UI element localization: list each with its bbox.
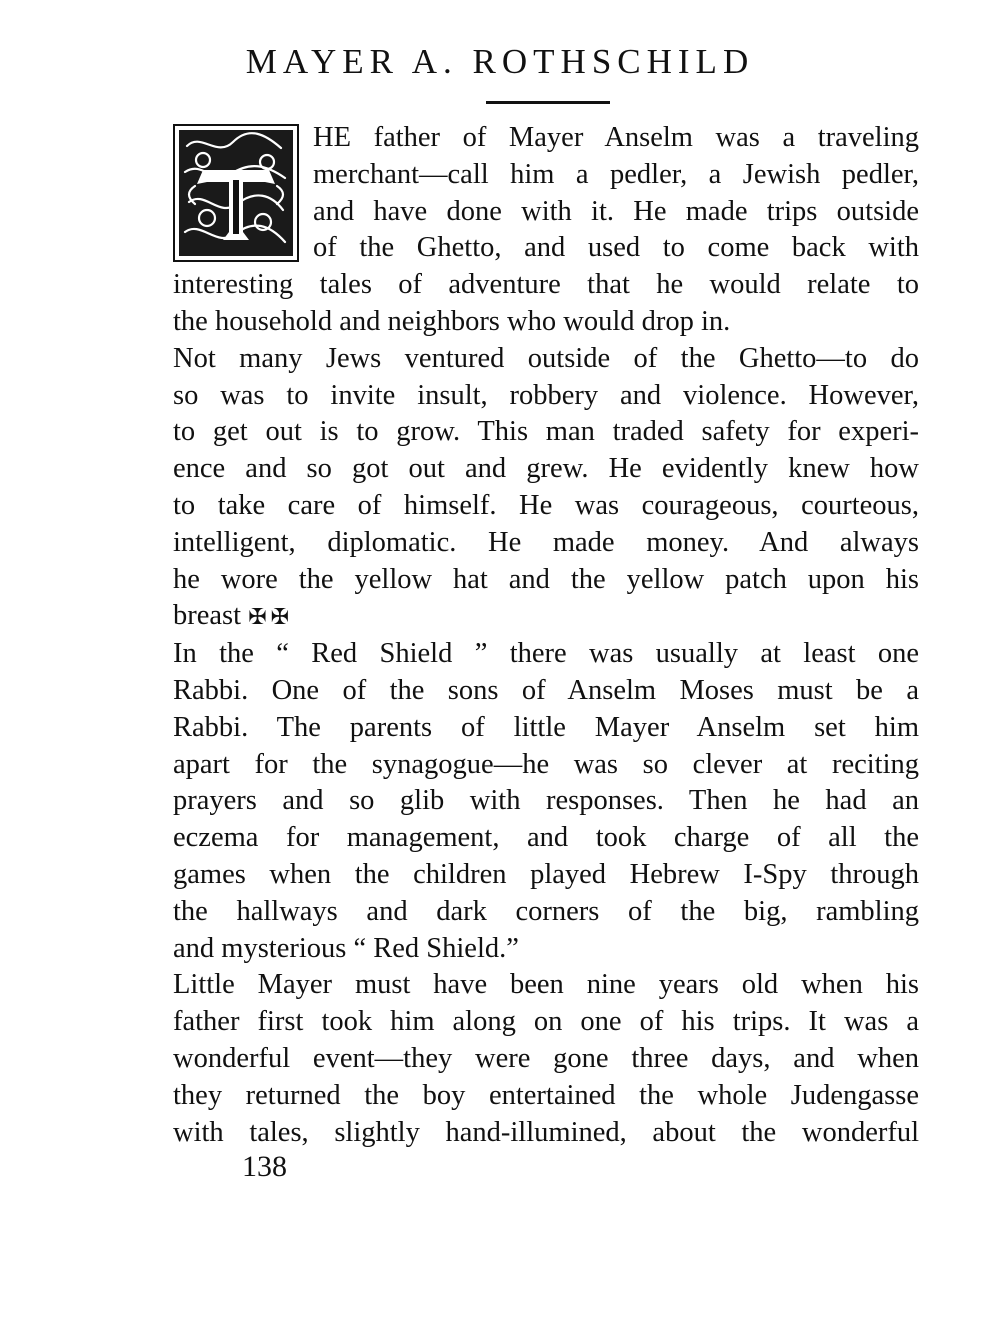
running-head: MAYER A. ROTHSCHILD xyxy=(245,42,755,81)
paragraph-2 xyxy=(173,341,919,636)
text-line: eczema for management, and took charge of all the xyxy=(173,822,919,854)
text-line: merchant—call him a pedler, a Jewish pedler, xyxy=(313,158,919,190)
text-line: the hallways and dark corners of the big, rambling xyxy=(173,895,919,927)
text-line: Little Mayer must have been nine years old when his xyxy=(173,969,919,1001)
page-number: 138 xyxy=(242,1150,287,1183)
text-line: ence and so got out and grew. He evidently knew how xyxy=(173,453,919,485)
text-line: of the Ghetto, and used to come back with xyxy=(313,232,919,264)
text-line: Rabbi. One of the sons of Anselm Moses must be a xyxy=(173,674,919,706)
paragraph-ornament-icon: ✠ xyxy=(270,604,294,630)
text-line: HE father of Mayer Anselm was a traveling xyxy=(313,122,919,153)
text-line: with tales, slightly hand-illumined, about the wonderful xyxy=(173,1116,919,1148)
text-line: and have done with it. He made trips outside xyxy=(313,195,919,227)
text-line: to take care of himself. He was courageous, courteous, xyxy=(173,489,919,521)
text-line-breast xyxy=(173,598,919,636)
text-line: games when the children played Hebrew I-Spy through xyxy=(173,858,919,890)
text-line: wonderful event—they were gone three days, and when xyxy=(173,1042,919,1074)
text-line: he wore the yellow hat and the yellow patch upon his xyxy=(173,563,919,595)
text-line: apart for the synagogue—he was so clever at reciting xyxy=(173,748,919,780)
paragraph-3 xyxy=(173,636,919,967)
paragraph-4 xyxy=(173,967,919,1151)
text-line: Not many Jews ventured outside of the Ghetto—to do xyxy=(173,342,919,374)
decorative-initial xyxy=(173,124,299,262)
text-line: the household and neighbors who would drop in. xyxy=(173,305,731,337)
text-line: intelligent, diplomatic. He made money. And always xyxy=(173,526,919,558)
paragraph-1 xyxy=(173,120,919,341)
text-line: interesting tales of adventure that he would relate to xyxy=(173,269,919,301)
text-line: so was to invite insult, robbery and violence. However, xyxy=(173,379,919,411)
paragraph-ornament-icon: ✠ xyxy=(248,604,271,630)
text-line: and mysterious “ Red Shield.” xyxy=(173,932,519,964)
text-line: Rabbi. The parents of little Mayer Anselm set him xyxy=(173,711,919,743)
decorative-initial-t-icon xyxy=(173,124,299,262)
text-line: they returned the boy entertained the whole Judengasse xyxy=(173,1079,919,1111)
text-line: breast xyxy=(173,600,242,632)
head-rule xyxy=(486,101,610,104)
text-line: prayers and so glib with responses. Then he had an xyxy=(173,785,919,817)
text-line: father first took him along on one of his trips. It was a xyxy=(173,1006,919,1038)
text-line: to get out is to grow. This man traded safety for experi- xyxy=(173,416,919,448)
text-line: In the “ Red Shield ” there was usually at least one xyxy=(173,638,919,670)
body-text xyxy=(173,120,919,1151)
